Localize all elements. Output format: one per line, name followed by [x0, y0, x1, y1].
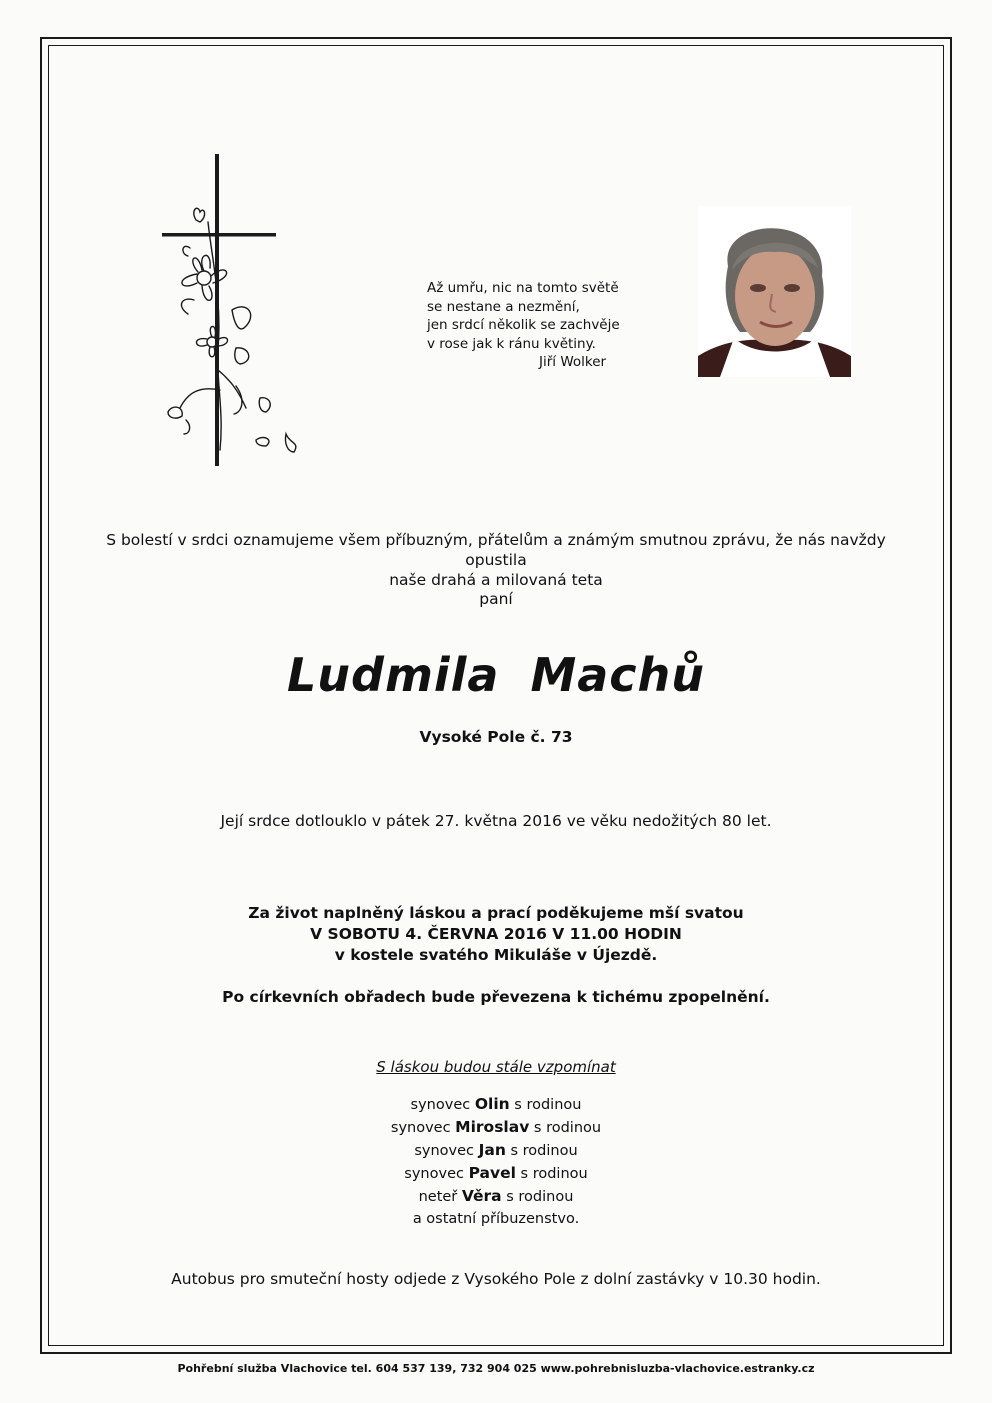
poem-line: jen srdcí několik se zachvěje: [427, 317, 620, 333]
mourner-name: Pavel: [468, 1164, 516, 1182]
poem: [427, 279, 667, 372]
deceased-name: Ludmila Machů: [286, 648, 706, 702]
mourner-suffix: s rodinou: [506, 1189, 574, 1205]
ceremony-line: Za život naplněný láskou a prací poděkujeme mší svatou: [248, 904, 744, 922]
mourner-suffix: s rodinou: [520, 1166, 588, 1182]
mourner-suffix: s rodinou: [510, 1143, 578, 1159]
mourner-relation: synovec: [410, 1097, 471, 1113]
poem-line: Až umřu, nic na tomto světě: [427, 280, 619, 296]
cremation-note: Po církevních obřadech bude převezena k tichému zpopelnění.: [222, 988, 770, 1006]
bus-info: Autobus pro smuteční hosty odjede z Vysokého Pole z dolní zastávky v 10.30 hodin.: [171, 1270, 821, 1288]
mourners-closing: a ostatní příbuzenstvo.: [412, 1211, 580, 1227]
mourner-item: [90, 1185, 902, 1208]
poem-line: v rose jak k ránu květiny.: [427, 335, 596, 352]
mourner-name: Olin: [474, 1095, 510, 1113]
mourner-name: Miroslav: [455, 1118, 530, 1136]
ceremony-line: v kostele svatého Mikuláše v Újezdě.: [334, 946, 658, 964]
mourners-list: [90, 1093, 902, 1230]
ceremony-line: V SOBOTU 4. ČERVNA 2016 V 11.00 HODIN: [310, 925, 682, 943]
announcement-line: S bolestí v srdci oznamujeme všem příbuzným, přátelům a známým smutnou zprávu, že nás navždy opustila: [106, 531, 886, 569]
portrait-photo: [698, 206, 851, 377]
mourner-relation: synovec: [404, 1166, 464, 1182]
mourner-relation: synovec: [414, 1143, 474, 1159]
cross-with-flowers-icon: [160, 150, 320, 470]
remember-heading: S láskou budou stále vzpomínat: [376, 1058, 616, 1076]
mourner-item: [90, 1093, 902, 1116]
mourner-relation: synovec: [390, 1120, 451, 1136]
mourner-item: [90, 1139, 902, 1162]
mourner-suffix: s rodinou: [514, 1097, 582, 1113]
announcement-text: [90, 530, 902, 590]
poem-line: se nestane a nezmění,: [427, 298, 580, 315]
mourner-name: Věra: [461, 1187, 502, 1205]
ceremony-info: [90, 903, 902, 966]
mourner-relation: neteř: [418, 1189, 458, 1205]
mourner-suffix: s rodinou: [533, 1120, 602, 1136]
mourner-item: [90, 1162, 902, 1185]
mourner-name: Jan: [478, 1141, 506, 1159]
poem-author: Jiří Wolker: [539, 354, 607, 370]
death-statement: Její srdce dotlouklo v pátek 27. května 2016 ve věku nedožitých 80 let.: [220, 812, 772, 830]
announcement-line: naše drahá a milovaná teta: [389, 571, 603, 589]
deceased-address: Vysoké Pole č. 73: [419, 728, 573, 746]
mourner-item: [90, 1116, 902, 1139]
honorific: paní: [479, 590, 513, 608]
funeral-service-footer: Pohřební služba Vlachovice tel. 604 537 139, 732 904 025 www.pohrebnisluzba-vlachovice.estranky.cz: [177, 1362, 815, 1375]
